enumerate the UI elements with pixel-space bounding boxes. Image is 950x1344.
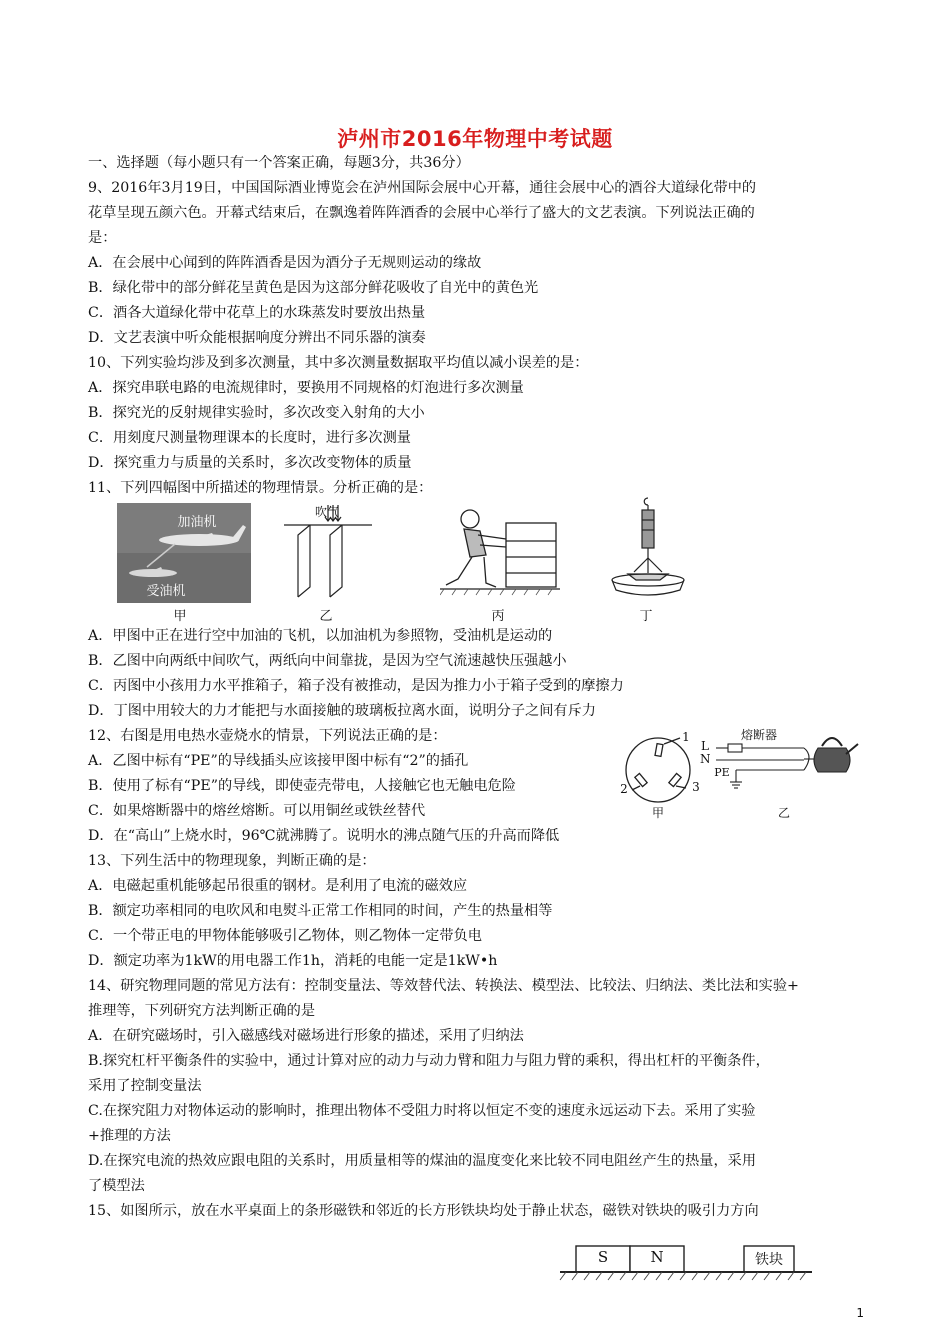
figure-caption-yi: 乙 — [319, 609, 333, 624]
q9-option-a: A．在会展中心闻到的阵阵酒香是因为酒分子无规则运动的缘故 — [88, 255, 482, 271]
magnet-north-pole-label: N — [650, 1248, 664, 1266]
q11-option-d: D．丁图中用较大的力才能把与水面接触的玻璃板拉离水面，说明分子之间有斥力 — [88, 703, 596, 719]
figure-caption-ding: 丁 — [639, 609, 653, 624]
q14-option-b-line-2: 采用了控制变量法 — [88, 1078, 202, 1094]
q9-option-c: C．酒各大道绿化带中花草上的水珠蒸发时要放出热量 — [88, 305, 426, 321]
socket-pin-2-label: 2 — [620, 782, 628, 796]
q14-option-d-line-2: 了模型法 — [88, 1178, 145, 1194]
q13-option-d: D．额定功率为1kW的用电器工作1h，消耗的电能一定是1kW•h — [88, 953, 498, 969]
q10-option-d: D．探究重力与质量的关系时，多次改变物体的质量 — [88, 455, 412, 471]
q13-option-a: A．电磁起重机能够起吊很重的钢材。是利用了电流的磁效应 — [88, 878, 468, 894]
q9-option-b: B．绿化带中的部分鲜花呈黄色是因为这部分鲜花吸收了自光中的黄色光 — [88, 280, 539, 296]
tanker-plane-label: 加油机 — [177, 515, 217, 530]
q14-option-b-line-1: B.探究杠杆平衡条件的实验中，通过计算对应的动力与动力臂和阻力与阻力臂的乘积，得出杠杆的平衡条件， — [88, 1053, 770, 1069]
q12-option-c: C．如果熔断器中的熔丝熔断。可以用铜丝或铁丝替代 — [88, 803, 426, 819]
q13-stem: 13、下列生活中的物理现象，判断正确的是： — [88, 853, 376, 869]
q12-stem: 12、右图是用电热水壶烧水的情景，下列说法正确的是： — [88, 728, 447, 744]
q11-option-c: C．丙图中小孩用力水平推箱子，箱子没有被推动，是因为推力小于箱子受到的摩擦力 — [88, 678, 624, 694]
page-title: 泸州市2016年物理中考试题 — [337, 127, 613, 151]
magnet-south-pole-label: S — [597, 1248, 609, 1266]
q10-option-b: B．探究光的反射规律实验时，多次改变入射角的大小 — [88, 405, 425, 421]
q13-option-b: B．额定功率相同的电吹风和电熨斗正常工作相同的时间，产生的热量相等 — [88, 903, 553, 919]
fuse-label: 熔断器 — [740, 728, 777, 742]
q11-option-a: A．甲图中正在进行空中加油的飞机，以加油机为参照物，受油机是运动的 — [88, 628, 553, 644]
q14-option-c-line-2: +推理的方法 — [88, 1128, 171, 1144]
q14-option-a: A．在研究磁场时，引入磁感线对磁场进行形象的描述，采用了归纳法 — [88, 1028, 524, 1044]
q12-option-a: A．乙图中标有“PE”的导线插头应该接甲图中标有“2”的插孔 — [88, 753, 469, 769]
q10-option-c: C．用刻度尺测量物理课本的长度时，进行多次测量 — [88, 430, 411, 446]
figure-caption-jia: 甲 — [173, 609, 187, 624]
q14-stem-line-2: 推理等，下列研究方法判断正确的是 — [88, 1003, 316, 1019]
iron-block-label: 铁块 — [755, 1252, 783, 1268]
figure-caption-yi-kettle: 乙 — [777, 806, 790, 820]
q14-option-c-line-1: C.在探究阻力对物体运动的影响时，推理出物体不受阻力时将以恒定不变的速度永远运动下去。采用了实验 — [88, 1103, 756, 1119]
live-wire-label: L — [701, 739, 709, 753]
q10-stem: 10、下列实验均涉及到多次测量，其中多次测量数据取平均值以减小误差的是： — [88, 355, 589, 371]
page-number: 1 — [856, 1306, 864, 1320]
receiver-plane-label: 受油机 — [146, 584, 186, 599]
q9-stem-line-1: 9、2016年3月19日，中国国际酒业博览会在泸州国际会展中心开幕，通往会展中心的酒谷大道绿化带中的 — [88, 180, 757, 196]
section-header: 一、选择题（每小题只有一个答案正确，每题3分，共36分） — [88, 155, 470, 171]
spring-scale-glass-plate-diagram — [610, 496, 686, 604]
figure-caption-bing: 丙 — [491, 609, 505, 624]
blow-air-label: 吹气 — [314, 505, 339, 519]
q12-option-d: D．在“高山”上烧水时，96℃就沸腾了。说明水的沸点随气压的升高而降低 — [88, 828, 560, 844]
q14-stem-line-1: 14、研究物理同题的常见方法有：控制变量法、等效替代法、转换法、模型法、比较法、归纳法、类比法和实验+ — [88, 978, 799, 994]
neutral-wire-label: N — [700, 752, 711, 766]
three-pin-socket-diagram — [618, 730, 711, 806]
boy-pushing-box-diagram — [440, 505, 560, 601]
socket-pin-1-label: 1 — [682, 730, 690, 744]
q14-option-d-line-1: D.在探究电流的热效应跟电阻的关系时，用质量相等的煤油的温度变化来比较不同电阻丝产生的热量，采用 — [88, 1153, 757, 1169]
q12-option-b: B．使用了标有“PE”的导线，即使壶壳带电，人接触它也无触电危险 — [88, 778, 516, 794]
figure-caption-jia-socket: 甲 — [651, 806, 664, 820]
socket-pin-3-label: 3 — [692, 780, 700, 794]
pe-wire-label: PE — [714, 766, 730, 779]
q10-option-a: A．探究串联电路的电流规律时，要换用不同规格的灯泡进行多次测量 — [88, 380, 524, 396]
q11-stem: 11、下列四幅图中所描述的物理情景。分析正确的是： — [88, 480, 433, 496]
q13-option-c: C．一个带正电的甲物体能够吸引乙物体，则乙物体一定带负电 — [88, 928, 482, 944]
q15-stem: 15、如图所示，放在水平桌面上的条形磁铁和邻近的长方形铁块均处于静止状态，磁铁对铁块的吸引力方向 — [88, 1203, 759, 1219]
q9-stem-line-2: 花草呈现五颜六色。开幕式结束后，在飘逸着阵阵酒香的会展中心举行了盛大的文艺表演。下列说法正确的 — [88, 205, 755, 221]
q9-stem-line-3: 是： — [88, 230, 117, 246]
q11-option-b: B．乙图中向两纸中间吹气，两纸向中间靠拢，是因为空气流速越快压强越小 — [88, 653, 567, 669]
q9-option-d: D．文艺表演中听众能根据响度分辨出不同乐器的演奏 — [88, 330, 426, 346]
